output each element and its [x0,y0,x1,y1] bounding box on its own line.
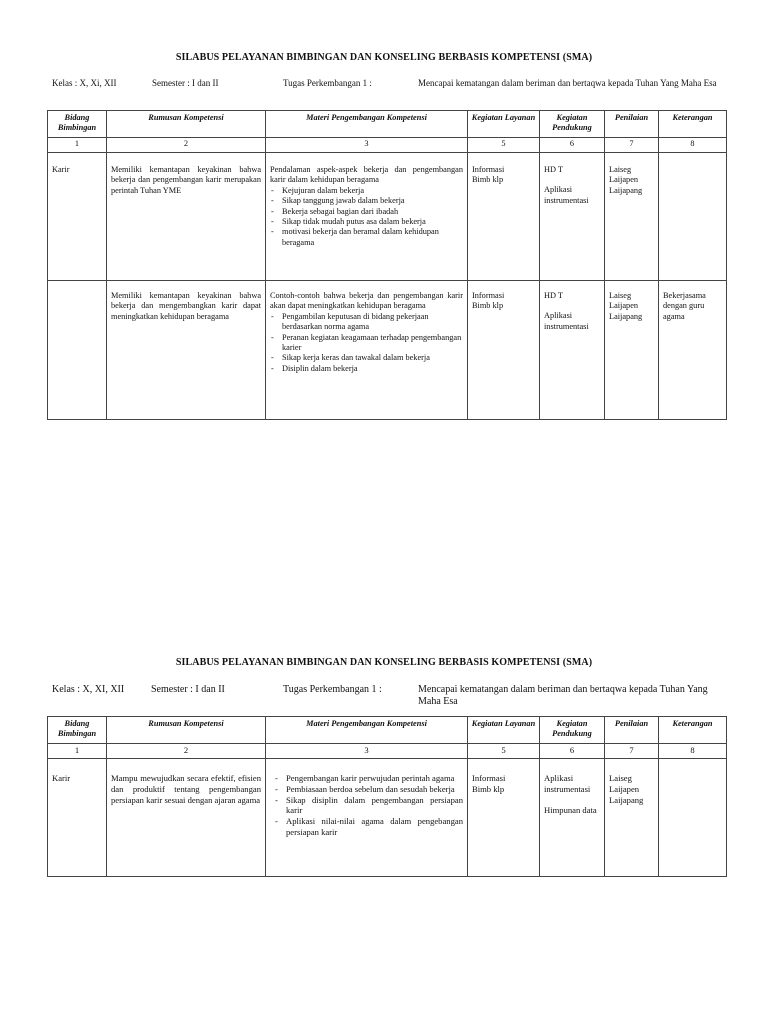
page-title: SILABUS PELAYANAN BIMBINGAN DAN KONSELING BERBASIS KOMPETENSI (SMA) [175,52,593,63]
column-number: 6 [540,744,605,759]
penilaian-item: Laijapen [609,301,639,311]
header-keterangan: Keterangan [659,111,727,138]
semester-label: Semester : I dan II [152,78,219,88]
penilaian-item: Laijapen [609,783,640,794]
pendukung-cell [540,759,605,877]
layanan-item: Bimb klp [472,783,505,794]
header-bidang: Bidang Bimbingan [48,717,107,744]
pendukung-item: HD T [544,165,563,174]
header-keterangan: Keterangan [659,717,727,744]
column-number-row [48,744,727,759]
penilaian-item: Laiseg [609,291,632,300]
column-number: 1 [48,744,107,759]
bidang-cell: Karir [48,153,107,281]
keterangan-cell: Bekerjasama dengan guru agama [659,281,727,420]
layanan-cell [468,153,540,281]
table-row [48,153,727,281]
table-row [48,759,727,877]
header-pendukung: Kegiatan Pendukung [540,111,605,138]
list-item: - Sikap kerja keras dan tawakal dalam bekerja [270,353,463,363]
list-item: - Sikap tidak mudah putus asa dalam bekerja [270,217,463,227]
header-bidang: Bidang Bimbingan [48,111,107,138]
pendukung-item: HD T [544,291,563,300]
keterangan-cell [659,759,727,877]
penilaian-cell [605,759,659,877]
header-layanan: Kegiatan Layanan [468,717,540,744]
column-number-row [48,138,727,153]
column-number: 7 [605,138,659,153]
list-item: - motivasi bekerja dan beramal dalam kehidupan beragama [270,227,463,248]
list-item: - Disiplin dalam bekerja [270,364,463,374]
rumusan-cell: Memiliki kemantapan keyakinan bahwa bekerja dan mengembangkan karir dapat meningkatkan kehidupan beragama [107,281,266,420]
header-materi: Materi Pengembangan Kompetensi [266,717,468,744]
syllabus-table [47,716,727,877]
list-item: - Pengembangan karir perwujudan perintah agama [274,773,463,784]
list-item: - Bekerja sebagai bagian dari ibadah [270,207,463,217]
penilaian-cell [605,281,659,420]
materi-intro: Contoh-contoh bahwa bekerja dan pengembangan karir akan dapat meningkatkan kehidupan beragama [270,291,463,311]
penilaian-item: Laiseg [609,165,632,174]
column-number: 8 [659,744,727,759]
pendukung-item: Aplikasi instrumentasi [544,185,589,205]
list-item: - Kejujuran dalam bekerja [270,186,463,196]
rumusan-cell: Memiliki kemantapan keyakinan bahwa bekerja dan pengembangan karir merupakan perintah Tuhan YME [107,153,266,281]
penilaian-item: Laijapen [609,175,639,185]
materi-intro: Pendalaman aspek-aspek bekerja dan pengembangan karir dalam kehidupan beragama [270,165,463,185]
tugas-label: Tugas Perkembangan 1 : [283,78,372,88]
column-number: 2 [107,138,266,153]
column-number: 1 [48,138,107,153]
layanan-item: Bimb klp [472,175,504,185]
header-rumusan: Rumusan Kompetensi [107,717,266,744]
penilaian-item: Laijapang [609,794,644,805]
column-number: 7 [605,744,659,759]
layanan-cell [468,759,540,877]
tugas-description: Mencapai kematangan dalam beriman dan bertaqwa kepada Tuhan Yang Maha Esa [418,684,708,707]
list-item: - Sikap tanggung jawab dalam bekerja [270,196,463,206]
kelas-label: Kelas : X, Xi, XII [52,78,117,88]
penilaian-cell [605,153,659,281]
list-item: - Pembiasaan berdoa sebelum dan sesudah bekerja [274,784,463,795]
column-number: 5 [468,744,540,759]
materi-cell [266,281,468,420]
penilaian-item: Laijapang [609,185,643,195]
pendukung-item: Aplikasi instrumentasi [544,773,591,794]
pendukung-cell [540,281,605,420]
materi-cell [266,153,468,281]
header-materi: Materi Pengembangan Kompetensi [266,111,468,138]
header-penilaian: Penilaian [605,111,659,138]
header-layanan: Kegiatan Layanan [468,111,540,138]
column-number: 6 [540,138,605,153]
pendukung-item: Aplikasi instrumentasi [544,311,589,331]
list-item: - Aplikasi nilai-nilai agama dalam pengebangan persiapan karir [274,816,463,838]
page-title: SILABUS PELAYANAN BIMBINGAN DAN KONSELING BERBASIS KOMPETENSI (SMA) [175,657,593,668]
header-penilaian: Penilaian [605,717,659,744]
header-rumusan: Rumusan Kompetensi [107,111,266,138]
materi-cell [266,759,468,877]
list-item: - Peranan kegiatan keagamaan terhadap pengembangan karier [270,333,463,354]
column-number: 3 [266,138,468,153]
table-row [48,281,727,420]
list-item: - Sikap disiplin dalam pengembangan persiapan karir [274,795,463,817]
column-number: 5 [468,138,540,153]
pendukung-cell [540,153,605,281]
header-pendukung: Kegiatan Pendukung [540,717,605,744]
layanan-item: Bimb klp [472,301,504,311]
penilaian-item: Laiseg [609,773,632,783]
bidang-cell: Karir [48,759,107,877]
layanan-cell [468,281,540,420]
pendukung-item: Himpunan data [544,804,597,815]
penilaian-item: Laijapang [609,311,643,321]
layanan-item: Informasi [472,773,506,783]
bidang-cell [48,281,107,420]
kelas-label: Kelas : X, XI, XII [52,684,125,695]
list-item: - Pengambilan keputusan di bidang pekerjaan berdasarkan norma agama [270,312,463,333]
tugas-description: Mencapai kematangan dalam beriman dan bertaqwa kepada Tuhan Yang Maha Esa [418,78,717,88]
column-number: 3 [266,744,468,759]
layanan-item: Informasi [472,165,505,174]
column-number: 2 [107,744,266,759]
semester-label: Semester : I dan II [151,684,225,695]
column-number: 8 [659,138,727,153]
rumusan-cell: Mampu mewujudkan secara efektif, efisien dan produktif tentang pengembangan persiapan karir sesuai dengan ajaran agama [107,759,266,877]
layanan-item: Informasi [472,291,505,300]
syllabus-table [47,110,727,420]
tugas-label: Tugas Perkembangan 1 : [283,684,382,695]
keterangan-cell [659,153,727,281]
